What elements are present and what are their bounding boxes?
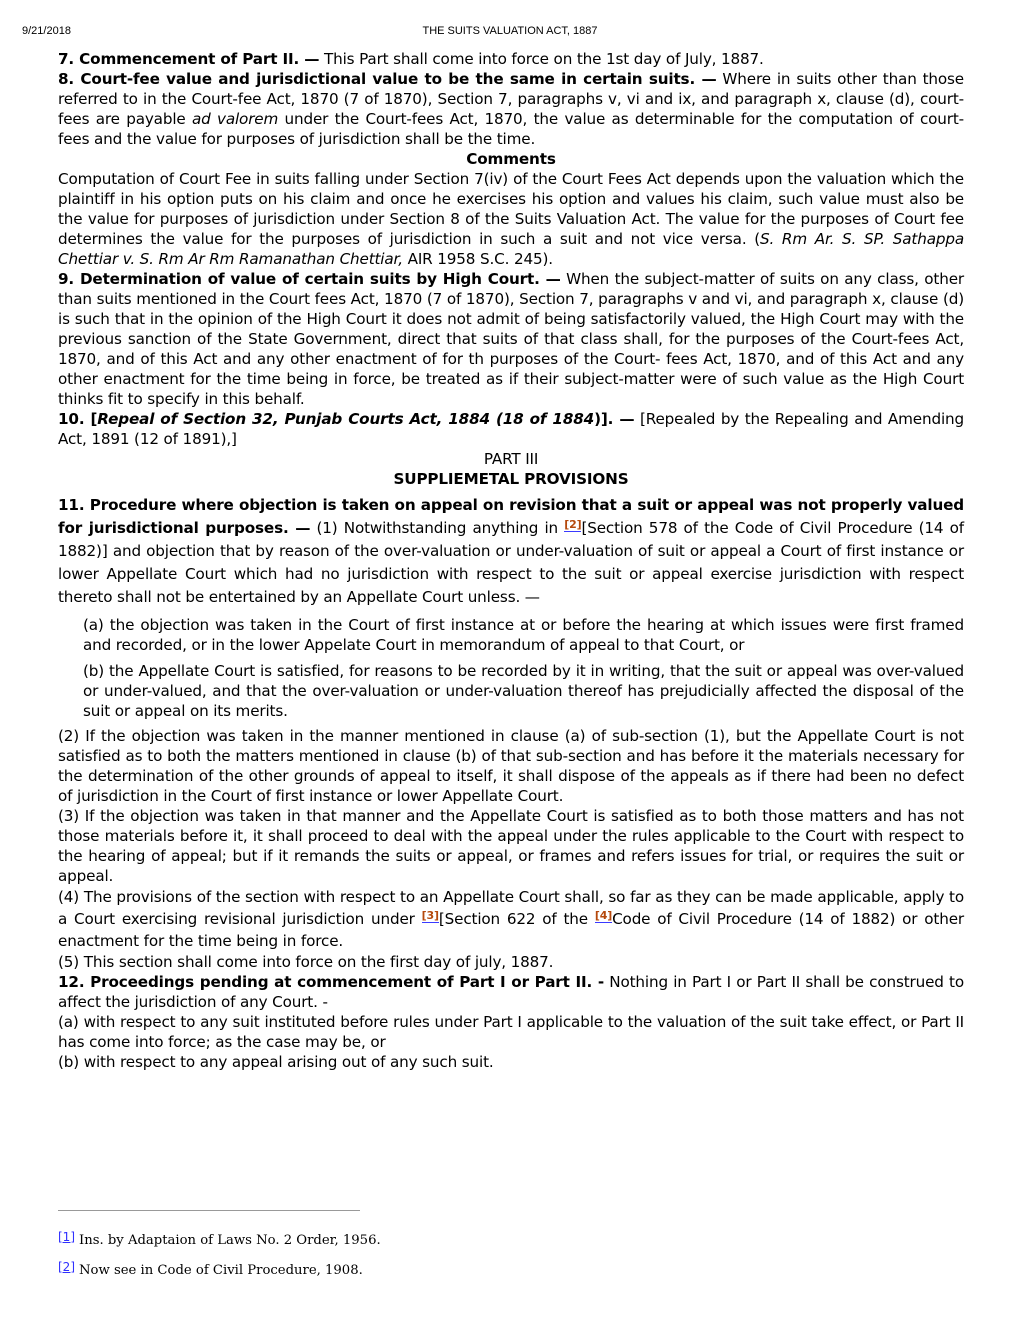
italic-term: ad valorem: [191, 110, 279, 128]
document-body: [58, 49, 964, 1072]
section-text: (1) Notwithstanding anything in: [310, 519, 565, 537]
footnote-ref-4[interactable]: [595, 909, 612, 923]
footnote-text: Ins. by Adaptaion of Laws No. 2 Order, 1956.: [79, 1233, 381, 1248]
part-title: SUPPLIEMETAL PROVISIONS: [393, 470, 629, 488]
section-text: This Part shall come into force on the 1st day of July, 1887.: [319, 50, 764, 68]
section-7: [58, 49, 964, 69]
footnote-link[interactable]: [4]: [594, 909, 613, 922]
footnote-item: [58, 1254, 758, 1284]
section-heading: 9. Determination of value of certain suits by High Court. —: [58, 270, 561, 288]
comments-body: [58, 169, 964, 269]
footnotes: [58, 1224, 758, 1284]
footnote-backlink[interactable]: [1]: [58, 1230, 75, 1244]
section-heading: 8. Court-fee value and jurisdictional value to be the same in certain suits. —: [58, 70, 717, 88]
section-heading-suffix: )]. —: [594, 410, 635, 428]
footnote-backlink[interactable]: [2]: [58, 1260, 75, 1274]
part-label: PART III: [483, 450, 539, 468]
footnote-divider: [58, 1210, 360, 1211]
subsection-4: [58, 886, 964, 952]
section-heading: 7. Commencement of Part II. —: [58, 50, 320, 68]
section-text: (4) The provisions of the section with respect to an Appellate Court shall, so far as they can be made applicable, apply to a Court exercising revisional jurisdiction under: [58, 888, 964, 928]
section-heading: 12. Proceedings pending at commencement of Part I or Part II. -: [58, 973, 604, 991]
print-header: [22, 25, 998, 39]
subsection-3: (3) If the objection was taken in that manner and the Appellate Court is satisfied as to both those matters and has not those materials before it, it shall proceed to deal with the appeal under the rules applicable to the Court with respect to the hearing of appeal; but if it remands the suits or appeal, or frames and refers issues for trial, or requires the suit or appeal.: [58, 807, 964, 885]
comments-heading: Comments: [466, 150, 556, 168]
subsection-2: (2) If the objection was taken in the manner mentioned in clause (a) of sub-section (1), but the Appellate Court is not satisfied as to both the matters mentioned in clause (b) of that sub-section and has before it the materials necessary for the determination of the other grounds of appeal to itself, it shall dispose of the appeals as if there had been no defect of jurisdiction in the Court of first instance or lower Appellate Court.: [58, 727, 964, 805]
section-heading: 11. Procedure where objection is taken on appeal on revision that a suit or appeal was not properly valued for jurisdictional purposes. —: [58, 496, 964, 537]
footnote-ref-3[interactable]: [422, 909, 439, 923]
section-text: under the Court-fees Act, 1870, the value as determinable for the computation of court-fees and the value for purposes of jurisdiction shall be the time.: [58, 110, 965, 148]
section-text: When the subject-matter of suits on any class, other than suits mentioned in the Court fees Act, 1870 (7 of 1870), Section 7, paragraphs v and vi, and paragraph x, clause (d) is such that in the opinion of the High Court it does not admit of being satisfactorily valued, the High Court may with the previous sanction of the State Government, direct that suits of that class shall, for the purposes of the Court-fees Act, 1870, and of this Act and any other enactment of for th purposes of the Court- fees Act, 1870, and of this Act and any other enactment for the time being in force, be treated as if their subject-matter were of such value as the High Court thinks fit to specify in this behalf.: [58, 270, 964, 408]
section-text: [Repealed by the Repealing and Amending Act, 1891 (12 of 1891),]: [58, 410, 964, 448]
document-title: THE SUITS VALUATION ACT, 1887: [422, 25, 598, 37]
footnote-link[interactable]: [2]: [564, 518, 582, 531]
section-9: [58, 269, 964, 409]
section-11: [58, 494, 964, 609]
comments-text: Computation of Court Fee in suits falling under Section 7(iv) of the Court Fees Act depends upon the valuation which the plaintiff in his option puts on his claim and once he exercises his option and values his claim, such value must also be the value for purposes of jurisdiction under Section 8 of the Suits Valuation Act. The value for the purposes of Court fee determines the value for the purposes of jurisdiction in such a suit and not vice versa. (: [58, 170, 964, 248]
section-heading-prefix: 10. [: [58, 410, 98, 428]
section-12: [58, 972, 964, 1012]
section-text: Nothing in Part I or Part II shall be construed to affect the jurisdiction of any Court. -: [58, 973, 964, 1011]
footnote-text: Now see in Code of Civil Procedure, 1908.: [79, 1263, 363, 1278]
section-10: [58, 409, 964, 449]
clause-b: (b) the Appellate Court is satisfied, for reasons to be recorded by it in writing, that the suit or appeal was over-valued or under-valued, and that the over-valuation or under-valuation thereof has prejudicially affected the disposal of the suit or appeal on its merits.: [83, 662, 964, 720]
case-citation: S. Rm Ar. S. SP. Sathappa Chettiar v. S. Rm Ar Rm Ramanathan Chettiar,: [58, 230, 964, 268]
clause-a: (a) the objection was taken in the Court of first instance at or before the hearing at which issues were first framed and recorded, or in the lower Appelate Court in memorandum of appeal to that Court, or: [83, 616, 964, 654]
comments-text: AIR 1958 S.C. 245).: [402, 250, 553, 268]
section-8: [58, 69, 964, 149]
section-text: Code of Civil Procedure (14 of 1882) or other enactment for the time being in force.: [58, 910, 964, 950]
print-date: 9/21/2018: [22, 25, 71, 37]
footnote-item: [58, 1224, 758, 1254]
section-text: [Section 578 of the Code of Civil Procedure (14 of 1882)] and objection that by reason of the over-valuation or under-valuation of suit or appeal a Court of first instance or lower Appellate Court which had no jurisdiction with respect to the suit or appeal exercise jurisdiction with respect thereto shall not be entertained by an Appellate Court unless. —: [58, 519, 964, 606]
subsection-5: (5) This section shall come into force on the first day of july, 1887.: [58, 953, 554, 971]
s12-clause-b: (b) with respect to any appeal arising out of any such suit.: [58, 1053, 494, 1071]
section-heading-italic: Repeal of Section 32, Punjab Courts Act, 1884 (18 of 1884: [97, 410, 595, 428]
section-text: Where in suits other than those referred to in the Court-fee Act, 1870 (7 of 1870), Section 7, paragraphs v, vi and ix, and paragraph x, clause (d), court-fees are payable: [58, 70, 964, 128]
section-text: [Section 622 of the: [438, 910, 595, 928]
footnote-link[interactable]: [3]: [421, 909, 439, 922]
footnote-ref-2[interactable]: [564, 518, 581, 532]
s12-clause-a: (a) with respect to any suit instituted before rules under Part I applicable to the valuation of the suit take effect, or Part II has come into force; as the case may be, or: [58, 1013, 964, 1051]
